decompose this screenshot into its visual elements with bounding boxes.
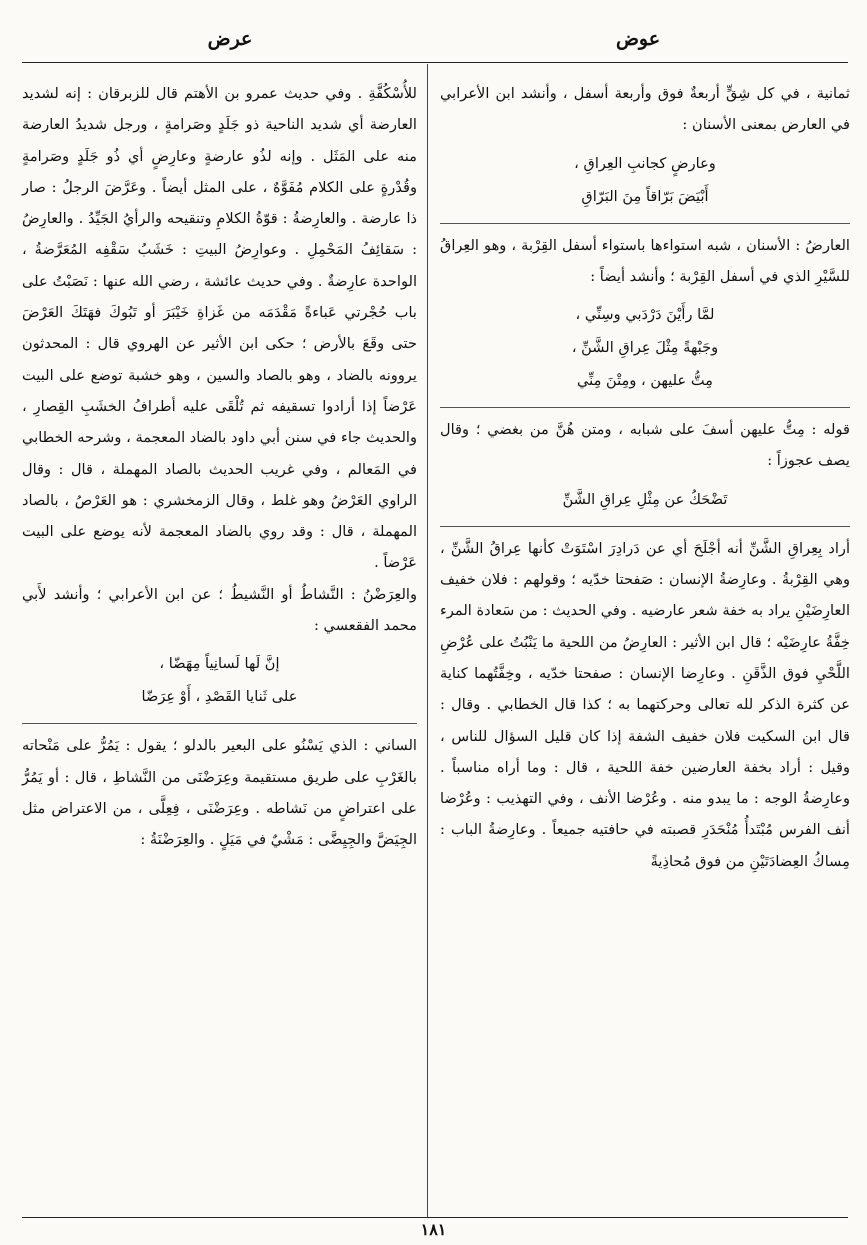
right-paragraph-4: أراد بِعِراقِ الشَّنِّ أنه أجْلَحَ أي عن دَرادِرَ اسْتَوَتْ كأنها عِراقُ الشَّنِّ ، وهي القِرْبةُ . وعارِضةُ الإنسان : صَفحتا خدّيه ؛ وقولهم : فلان خفيف العارِضَيْنِ يراد به خفة شعر عارضيه . وفي الحديث : من سَعادة المرء خِفَّةُ عارِضَيْه ؛ قال ابن الأثير : العارِضُ من اللحية ما يَنْبُتُ على عُرْضِ اللَّحْيِ فوق الذَّقَنِ . وعارِضا الإنسان : صفحتا خدّيه ، وخِفَّتُهما كناية عن كثرة الذكر لله تعالى وحركتهما به ؛ كذا قال الخطابي . وقال : قال ابن السكيت فلان خفيف الشفة إذا كان قليل السؤال للناس ، وقيل : أراد بخفة العارضين خفة اللحية ، قال : وما أراه مناسباً . وعارِضةُ الوجه : ما يبدو منه . وعُرْضا الأنف ، وفي التهذيب : وعُرْضا أنف الفرس مُبْتَدأُ مُنْحَدَرِ قصبته في حافتيه جميعاً . وعارِضةُ الباب : مِساكُ العِضادَتَيْنِ من فوق مُحاذِيةً bbox=[440, 539, 850, 870]
left-paragraph-3: الساني : الذي يَسْنُو على البعير بالدلو ؛ يقول : يَمُرُّ على مَنْحاته بالغَرْبِ على طريق مستقيمة وعِرَضْنَى من النَّشاطِ ، قال : أو يَمُرُّ على اعتراضٍ من نَشاطه . وعِرَضْنَى ، فِعِلَّى ، من الاعتراض مثل الجِيَضَّ والجِيِضَّى : مَشْيٌ في مَيَلٍ . والعِرَضْنَةُ : bbox=[22, 737, 417, 849]
verse-line: تَضْحَكُ عن مِثْلِ عِراقِ الشَّنِّ bbox=[562, 490, 728, 508]
right-verse-3 bbox=[440, 483, 850, 516]
top-rule bbox=[22, 62, 848, 63]
left-column-header: عرض bbox=[207, 28, 253, 50]
column-divider bbox=[427, 64, 428, 1217]
page-number: ١٨١ bbox=[420, 1220, 447, 1239]
section-separator bbox=[440, 407, 850, 408]
verse-line: إنَّ لَها لَسانِياً مِهَضّا ، bbox=[159, 655, 280, 673]
verse-line: على ثَنايا القَصْدِ ، أَوْ عِرَضّا bbox=[141, 688, 298, 706]
verse-line: مِتُّ عليهن ، ومِتْنَ مِنِّي bbox=[577, 372, 713, 390]
verse-line: أَبْيَضَ بَرّاقاً مِنَ البَرّاقِ bbox=[581, 187, 709, 205]
right-column-header: عوض bbox=[615, 28, 661, 50]
left-paragraph-2: والعِرَضْنُ : النَّشاطُ أو النَّشيطُ ؛ عن ابن الأعرابي ؛ وأنشد لأَبي محمد الفقعسي : bbox=[22, 585, 417, 635]
left-column bbox=[22, 78, 417, 856]
right-column bbox=[440, 78, 850, 877]
right-paragraph-3: قوله : مِتُّ عليهن أسفَ على شبابه ، ومتن هُنَّ من بغضي ؛ وقال يصف عجوزاً : bbox=[440, 421, 850, 470]
right-verse-2 bbox=[440, 298, 850, 397]
right-paragraph-2: العارضُ : الأسنان ، شبه استواءها باستواء أسفل القِرْبة ، وهو العِراقُ للسَّيْرِ الذي في أسفل القِرْبة ؛ وأنشد أيضاً : bbox=[440, 236, 850, 285]
right-paragraph-1: ثمانية ، في كل شِقٍّ أربعةٌ فوق وأربعة أسفل ، وأنشد ابن الأعرابي في العارض بمعنى الأسنان : bbox=[440, 85, 850, 134]
verse-line: وعارضٍ كجانبِ العِراقِ ، bbox=[574, 154, 716, 172]
verse-line: وجَبْهةً مِثْلَ عِراقِ الشَّنِّ ، bbox=[571, 339, 719, 357]
section-separator bbox=[440, 526, 850, 527]
left-paragraph-1: للأُسْكُفَّةِ . وفي حديث عمرو بن الأهتم قال للزبرقان : إنه لشديد العارضة أي شديد الناحية ذو جَلَدٍ وصَرامةٍ ، ورجل شديدُ العارضة منه على المَثَل . وإنه لذُو عارضةٍ وعارِضٍ أي ذُو جَلَدٍ وصَرامةٍ وقُدْرةٍ على الكلام مُفَوَّهٌ ، على المثل أيضاً . وعَرَّضَ الرجلُ : صار ذا عارضة . والعارِضةُ : قوّةُ الكلامِ وتنقيحه والرأيُ الجَيِّدُ . والعارِضُ : سَقائِفُ المَحْمِلِ . وعوارِضُ البيتِ : خَشَبُ سَقْفِه المُعَرَّضةُ ، الواحدة عارِضةٌ . وفي حديث عائشة ، رضي الله عنها : نَصَبْتُ على باب حُجْرتي عَباءةً مَقْدَمَه من غَزاةِ خَيْبَرَ أو تَبُوكَ فهَتَكَ العَرْضَ حتى وقَعَ بالأرض ؛ حكى ابن الأثير عن الهروي قال : المحدثون يروونه بالضاد ، وهو بالصاد والسين ، وهو خشبة توضع على البيت عَرْضاً إذا أرادوا تسقيفه ثم تُلْقَى عليه أطرافُ الخشَبِ القِصارِ ، والحديث جاء في سنن أبي داود بالضاد المعجمة ، وشرحه الخطابي في المَعالم ، وفي غريب الحديث بالصاد المهملة ، قال : وقال الراوي العَرْضُ وهو غلط ، وقال الزمخشري : هو العَرْصُ ، بالصاد المهملة ، قال : وقد روي بالضاد المعجمة لأنه يوضع على البيت عَرْضاً . bbox=[22, 85, 417, 572]
section-separator bbox=[440, 223, 850, 224]
verse-line: لمَّا رأَيْنَ دَرْدَبي وسِنِّي ، bbox=[575, 306, 715, 324]
section-separator bbox=[22, 723, 417, 724]
left-verse-1 bbox=[22, 647, 417, 713]
bottom-rule bbox=[22, 1217, 848, 1218]
right-verse-1 bbox=[440, 147, 850, 213]
